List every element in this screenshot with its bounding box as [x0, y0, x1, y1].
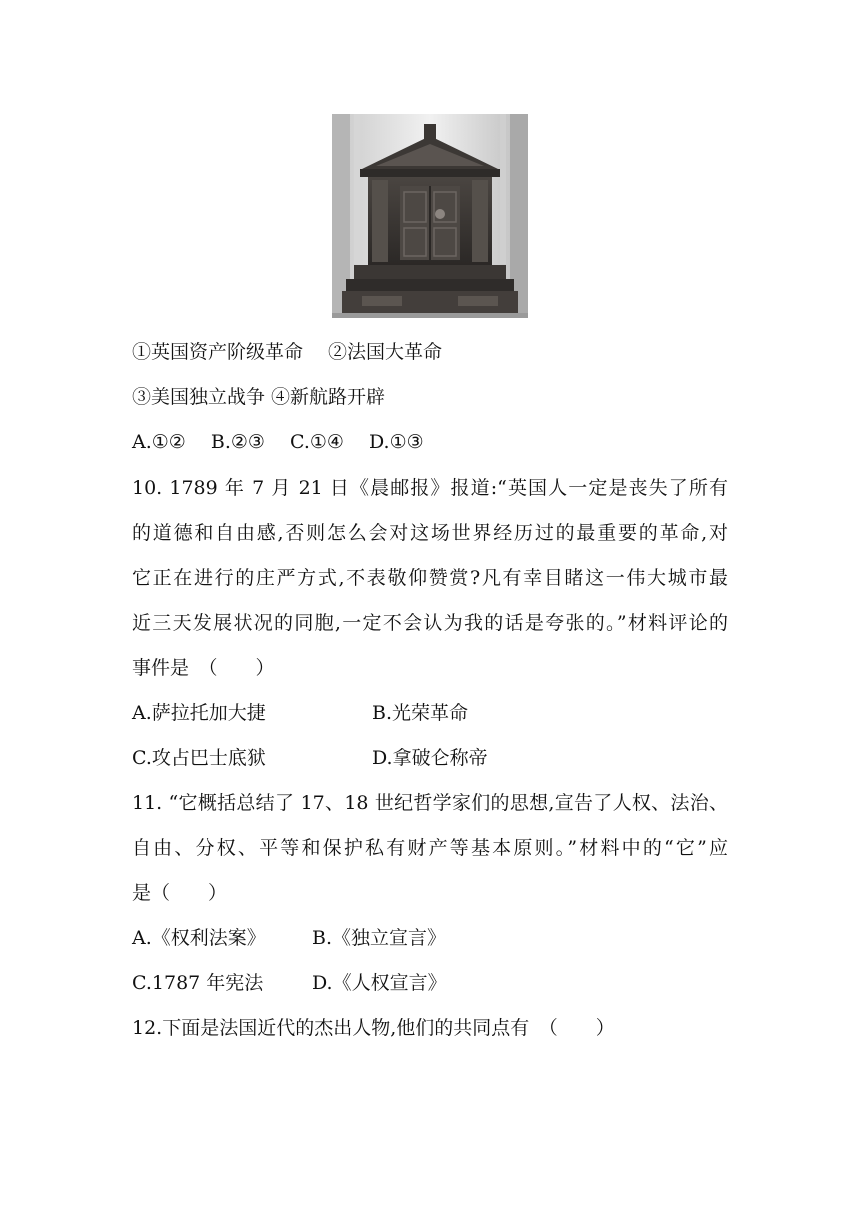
q9-options-line2: ③美国独立战争 ④新航路开辟 [132, 386, 386, 408]
q11-line-1: 11. “它概括总结了 17、18 世纪哲学家们的思想,宣告了人权、法治、 [132, 792, 728, 814]
q11-choice-c: C.1787 年宪法 [132, 972, 264, 994]
q12-line: 12.下面是法国近代的杰出人物,他们的共同点有 （ ） [132, 1017, 615, 1039]
q11-choice-d: D.《人权宣言》 [312, 972, 447, 994]
cabinet-photo [332, 114, 528, 318]
q9-choices: A.①② B.②③ C.①④ D.①③ [132, 431, 424, 453]
q10-choice-a: A.萨拉托加大捷 [132, 702, 266, 724]
q11-choice-a: A.《权利法案》 [132, 927, 266, 949]
q10-line-3: 它正在进行的庄严方式,不表敬仰赞赏?凡有幸目睹这一伟大城市最 [132, 567, 728, 589]
q10-line-1: 10. 1789 年 7 月 21 日《晨邮报》报道:“英国人一定是丧失了所有 [132, 477, 728, 499]
q10-choice-b: B.光荣革命 [372, 702, 469, 724]
q10-choice-c: C.攻占巴士底狱 [132, 747, 266, 769]
q10-line-4: 近三天发展状况的同胞,一定不会认为我的话是夸张的。”材料评论的 [132, 612, 728, 634]
q10-line-5: 事件是 （ ） [132, 657, 275, 679]
q11-line-3: 是（ ） [132, 882, 228, 904]
q10-choice-d: D.拿破仑称帝 [372, 747, 488, 769]
q10-line-2: 的道德和自由感,否则怎么会对这场世界经历过的最重要的革命,对 [132, 522, 728, 544]
q11-line-2: 自由、分权、平等和保护私有财产等基本原则。”材料中的“它”应 [132, 837, 728, 859]
q11-choice-b: B.《独立宣言》 [312, 927, 447, 949]
q9-options-line1: ①英国资产阶级革命 ②法国大革命 [132, 341, 443, 363]
